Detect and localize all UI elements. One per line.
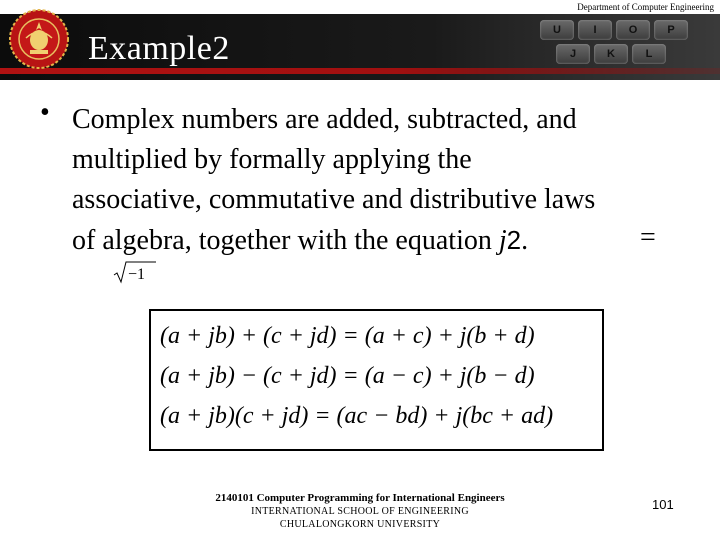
equation-multiplication: (a + jb)(c + jd) = (ac − bd) + j(bc + ad) — [160, 403, 554, 429]
body-line-text: of algebra, together with the equation — [72, 225, 499, 256]
keyboard-key: I — [578, 20, 612, 40]
keyboard-key: L — [632, 44, 666, 64]
equals-sign: = — [640, 222, 656, 253]
equations-box — [149, 309, 604, 451]
university-emblem-icon — [6, 8, 72, 70]
footer-university: CHULALONGKORN UNIVERSITY — [279, 519, 441, 530]
keyboard-key: J — [556, 44, 590, 64]
square-root-expression — [113, 260, 157, 284]
body-line: multiplied by formally applying the — [72, 144, 472, 175]
footer-school: INTERNATIONAL SCHOOL OF ENGINEERING — [251, 506, 469, 517]
keyboard-image — [520, 14, 720, 68]
body-line — [72, 220, 682, 261]
page-number: 101 — [652, 497, 674, 512]
bullet-text — [72, 100, 682, 261]
equation-subtraction: (a + jb) − (c + jd) = (a − c) + j(b − d) — [160, 363, 535, 389]
keyboard-key: O — [616, 20, 650, 40]
red-accent-band — [0, 68, 720, 74]
equation-addition: (a + jb) + (c + jd) = (a + c) + j(b + d) — [160, 323, 535, 349]
bullet-icon: • — [40, 97, 50, 128]
footer-course: 2140101 Computer Programming for International Engineers — [215, 492, 505, 504]
period: . — [521, 225, 529, 256]
body-line: Complex numbers are added, subtracted, and — [72, 104, 577, 135]
slide-title: Example2 — [88, 30, 230, 67]
body-line: associative, commutative and distributive laws — [72, 184, 596, 215]
exponent: 2 — [506, 225, 522, 255]
variable-j: j — [498, 225, 507, 256]
department-label: Department of Computer Engineering — [577, 2, 714, 12]
keyboard-key: P — [654, 20, 688, 40]
keyboard-key: U — [540, 20, 574, 40]
keyboard-key: K — [594, 44, 628, 64]
sqrt-value: −1 — [128, 266, 146, 283]
